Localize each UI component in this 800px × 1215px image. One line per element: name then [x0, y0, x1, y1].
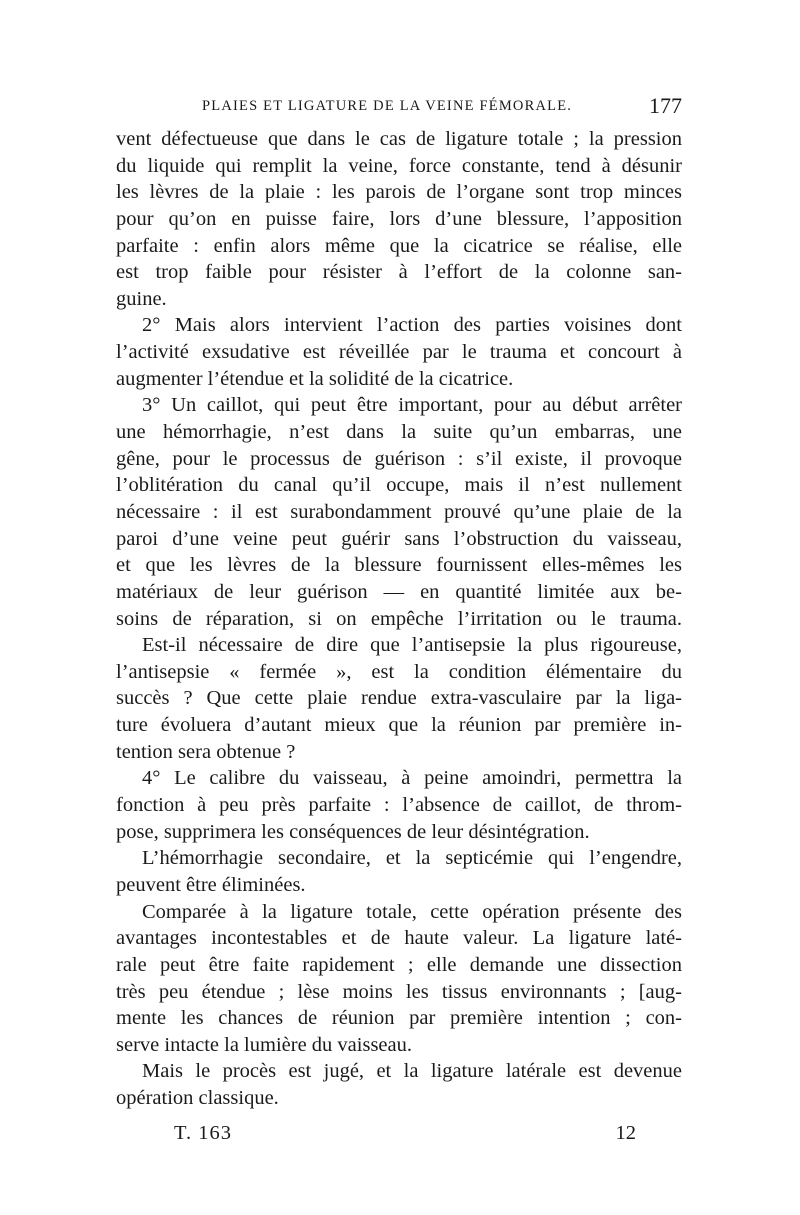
- text-line: paroi d’une veine peut guérir sans l’obstruction du vaisseau,: [116, 527, 682, 550]
- text-line: mente les chances de réunion par première intention ; con-: [116, 1007, 682, 1030]
- text-line: gêne, pour le processus de guérison : s’il existe, il provoque: [116, 447, 682, 470]
- text-line: parfaite : enfin alors même que la cicatrice se réalise, elle: [116, 234, 682, 257]
- text-line: fonction à peu près parfaite : l’absence de caillot, de throm-: [116, 794, 682, 817]
- text-line: nécessaire : il est surabondamment prouvé qu’une plaie de la: [116, 500, 682, 523]
- text-line: Comparée à la ligature totale, cette opération présente des: [142, 900, 682, 923]
- text-line: très peu étendue ; lèse moins les tissus environnants ; [aug-: [116, 980, 682, 1003]
- text-line: du liquide qui remplit la veine, force constante, tend à désunir: [116, 154, 682, 177]
- running-head: [202, 93, 692, 120]
- text-line: 2° Mais alors intervient l’action des parties voisines dont: [142, 314, 682, 337]
- text-line: augmenter l’étendue et la solidité de la cicatrice.: [116, 367, 514, 390]
- text-line: peuvent être éliminées.: [116, 873, 306, 896]
- text-line: succès ? Que cette plaie rendue extra-vasculaire par la liga-: [116, 687, 682, 710]
- text-line: une hémorrhagie, n’est dans la suite qu’un embarras, une: [116, 421, 682, 444]
- signature-mark: T. 163: [174, 1122, 233, 1144]
- text-line: avantages incontestables et de haute valeur. La ligature laté-: [116, 927, 682, 950]
- text-line: 3° Un caillot, qui peut être important, pour au début arrêter: [142, 394, 682, 417]
- text-line: l’oblitération du canal qu’il occupe, mais il n’est nullement: [116, 474, 682, 497]
- text-line: l’activité exsudative est réveillée par le trauma et concourt à: [116, 341, 682, 364]
- text-line: L’hémorrhagie secondaire, et la septicémie qui l’engendre,: [142, 847, 682, 870]
- text-line: pose, supprimera les conséquences de leur désintégration.: [116, 820, 590, 843]
- text-line: l’antisepsie « fermée », est la condition élémentaire du: [116, 660, 682, 683]
- text-line: tention sera obtenue ?: [116, 740, 296, 763]
- text-line: Mais le procès est jugé, et la ligature latérale est devenue: [142, 1060, 682, 1083]
- text-line: rale peut être faite rapidement ; elle demande une dissection: [116, 953, 682, 976]
- sheet-number: 12: [615, 1122, 636, 1144]
- text-line: est trop faible pour résister à l’effort de la colonne san-: [116, 261, 682, 284]
- text-line: 4° Le calibre du vaisseau, à peine amoindri, permettra la: [142, 767, 682, 790]
- text-line: serve intacte la lumière du vaisseau.: [116, 1033, 412, 1056]
- text-line: ture évoluera d’autant mieux que la réunion par première in-: [116, 714, 682, 737]
- body-text: [116, 126, 682, 1112]
- text-line: guine.: [116, 287, 167, 310]
- running-title: PLAIES ET LIGATURE DE LA VEINE FÉMORALE.: [202, 98, 573, 114]
- page-footer: [174, 1122, 636, 1152]
- text-line: pour qu’on en puisse faire, lors d’une blessure, l’apposition: [116, 207, 682, 230]
- text-line: soins de réparation, si on empêche l’irritation ou le trauma.: [116, 607, 682, 630]
- text-line: les lèvres de la plaie : les parois de l’organe sont trop minces: [116, 181, 682, 204]
- text-line: matériaux de leur guérison — en quantité limitée aux be-: [116, 580, 682, 603]
- text-line: opération classique.: [116, 1087, 279, 1110]
- text-line: et que les lèvres de la blessure fournissent elles-mêmes les: [116, 554, 682, 577]
- text-line: vent défectueuse que dans le cas de ligature totale ; la pression: [116, 128, 682, 150]
- page-number: 177: [649, 93, 682, 118]
- text-line: Est-il nécessaire de dire que l’antisepsie la plus rigoureuse,: [142, 634, 682, 657]
